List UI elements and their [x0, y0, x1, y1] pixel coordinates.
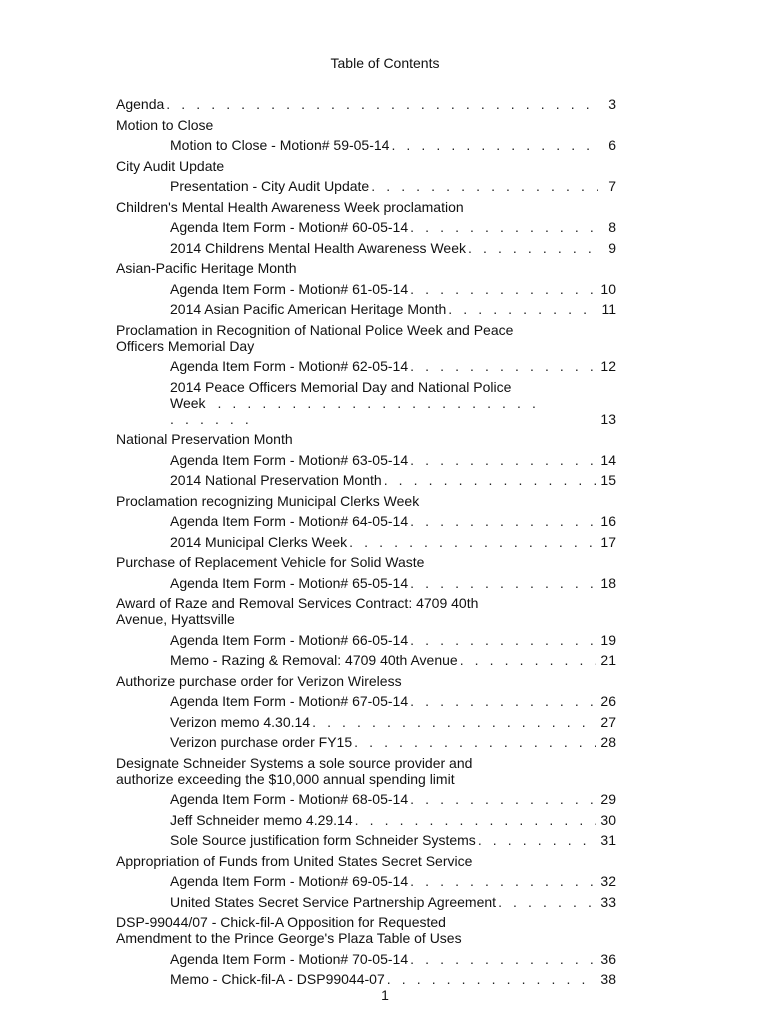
toc-page-number: 32 [600, 873, 616, 889]
dot-leader [498, 894, 596, 910]
toc-entry-text: Memo - Razing & Removal: 4709 40th Avenue [170, 652, 458, 668]
toc-entry-text: Verizon memo 4.30.14 [170, 713, 311, 730]
toc-page-number: 38 [600, 971, 616, 987]
dot-leader [355, 812, 597, 828]
toc-entry-text: Memo - Chick-fil-A - DSP99044-07 [170, 971, 385, 987]
toc-entry[interactable] [116, 379, 616, 427]
dot-leader [410, 281, 596, 297]
toc-entry-text: United States Secret Service Partnership Agreement [170, 893, 497, 910]
toc-heading-text: Purchase of Replacement Vehicle for Solid Waste [116, 554, 425, 570]
dot-leader [312, 714, 596, 730]
toc-page-number: 30 [600, 811, 616, 828]
dot-leader [391, 137, 598, 153]
toc-page-number: 10 [600, 280, 616, 297]
toc-heading-text: Agenda [116, 96, 165, 112]
toc-page-number: 28 [600, 734, 616, 750]
toc-heading [116, 493, 616, 509]
toc-heading [116, 117, 616, 133]
toc-entry[interactable] [116, 452, 616, 468]
toc-entry[interactable] [116, 734, 616, 750]
toc-entry[interactable] [116, 971, 616, 987]
dot-leader: . . . . . . . . . . . . . . . . . . . . . . . . . . . . [170, 394, 540, 427]
toc-entry-text: 2014 Asian Pacific American Heritage Month [170, 301, 447, 317]
dot-leader [410, 513, 596, 529]
toc-entry[interactable] [116, 951, 616, 967]
dot-leader [410, 358, 596, 374]
toc-page-number: 31 [600, 832, 616, 848]
toc-entry-text: Agenda Item Form - Motion# 70-05-14 [170, 950, 409, 967]
toc-page-number: 9 [608, 239, 616, 256]
dot-leader [478, 832, 597, 848]
toc-heading-text: Proclamation in Recognition of National Police Week and Peace Officers Memorial Day [116, 321, 514, 354]
toc-entry[interactable] [116, 693, 616, 709]
toc-page-number: 8 [608, 219, 616, 235]
toc-entry-text: Agenda Item Form - Motion# 61-05-14 [170, 280, 409, 297]
toc-entry[interactable] [116, 281, 616, 297]
toc-entry[interactable] [116, 240, 616, 256]
toc-entry[interactable] [116, 301, 616, 317]
toc-heading [116, 431, 616, 447]
dot-leader [410, 693, 596, 709]
dot-leader [448, 301, 597, 317]
toc-page-number: 3 [608, 96, 616, 112]
toc-page-number: 11 [601, 301, 616, 317]
toc-page-number: 26 [600, 693, 616, 709]
toc-page-number: 6 [608, 137, 616, 153]
toc-heading [116, 199, 616, 215]
toc-entry[interactable] [116, 812, 616, 828]
toc-page-number: 7 [608, 178, 616, 194]
toc-page-number: 19 [600, 631, 616, 648]
toc-page-number: 13 [600, 410, 616, 427]
toc-heading-text: Appropriation of Funds from United States Secret Service [116, 852, 473, 869]
toc-entry-text: Agenda Item Form - Motion# 62-05-14 [170, 358, 409, 374]
toc-entry[interactable] [116, 832, 616, 848]
dot-leader [410, 791, 596, 807]
toc-entry-text: Agenda Item Form - Motion# 68-05-14 [170, 791, 409, 807]
toc-entry-text: 2014 Municipal Clerks Week [170, 533, 348, 550]
toc-heading [116, 595, 516, 627]
toc-entry[interactable] [116, 219, 616, 235]
toc-entry-text: Jeff Schneider memo 4.29.14 [170, 811, 353, 828]
dot-leader [410, 632, 596, 648]
toc-page-number: 29 [600, 791, 616, 807]
page-title: Table of Contents [330, 55, 440, 71]
toc-heading [116, 322, 536, 354]
toc-heading [116, 554, 616, 570]
toc-list [116, 96, 616, 987]
dot-leader [410, 219, 598, 235]
dot-leader [354, 734, 596, 750]
toc-heading [116, 260, 616, 276]
toc-entry-text: 2014 National Preservation Month [170, 472, 382, 488]
toc-page-number: 17 [600, 533, 616, 550]
toc-heading-text: Award of Raze and Removal Services Contract: 4709 40th Avenue, Hyattsville [116, 595, 479, 627]
toc-entry-text: Agenda Item Form - Motion# 64-05-14 [170, 513, 409, 529]
toc-heading[interactable] [116, 96, 616, 112]
toc-entry[interactable] [116, 534, 616, 550]
toc-heading-text: Authorize purchase order for Verizon Wireless [116, 672, 402, 689]
toc-entry[interactable] [116, 575, 616, 591]
toc-heading-text: Asian-Pacific Heritage Month [116, 260, 297, 276]
toc-entry[interactable] [116, 358, 616, 374]
toc-heading [116, 755, 511, 787]
dot-leader [410, 873, 596, 889]
dot-leader [384, 472, 597, 488]
page-number: 1 [381, 987, 389, 1003]
toc-heading-text: Motion to Close [116, 116, 214, 133]
dot-leader [371, 178, 598, 194]
toc-entry-text: Agenda Item Form - Motion# 65-05-14 [170, 574, 409, 591]
toc-entry[interactable] [116, 632, 616, 648]
toc-entry[interactable] [116, 513, 616, 529]
toc-page-number: 15 [600, 472, 616, 488]
toc-entry-text: Agenda Item Form - Motion# 60-05-14 [170, 219, 409, 235]
toc-entry-text: 2014 Childrens Mental Health Awareness Week [170, 239, 466, 256]
toc-heading [116, 158, 616, 174]
toc-heading-text: Children's Mental Health Awareness Week proclamation [116, 198, 464, 215]
toc-heading-text: City Audit Update [116, 157, 225, 174]
toc-entry-text: Motion to Close - Motion# 59-05-14 [170, 137, 390, 153]
toc-entry-text: Agenda Item Form - Motion# 67-05-14 [170, 693, 409, 709]
toc-entry[interactable] [116, 472, 616, 488]
toc-entry[interactable] [116, 873, 616, 889]
dot-leader [166, 96, 598, 112]
toc-entry-text: Agenda Item Form - Motion# 66-05-14 [170, 631, 409, 648]
dot-leader [410, 575, 596, 591]
toc-entry-text: Agenda Item Form - Motion# 63-05-14 [170, 451, 409, 468]
toc-heading [116, 673, 616, 689]
dot-leader [468, 240, 598, 256]
toc-entry[interactable] [116, 178, 616, 194]
toc-page-number: 16 [600, 513, 616, 529]
toc-entry[interactable] [116, 894, 616, 910]
toc-page-number: 21 [600, 652, 616, 668]
toc-entry-text: 2014 Peace Officers Memorial Day and National Police Week [170, 378, 512, 411]
toc-heading-text: DSP-99044/07 - Chick-fil-A Opposition for Requested Amendment to the Prince George's Plaza Table of Uses [116, 914, 462, 946]
toc-entry-text: Verizon purchase order FY15 [170, 734, 353, 750]
toc-page-number: 33 [600, 893, 616, 910]
toc-entry[interactable] [116, 137, 616, 153]
dot-leader [460, 652, 597, 668]
toc-page-number: 27 [600, 713, 616, 730]
toc-entry[interactable] [116, 791, 616, 807]
toc-entry-text: Sole Source justification form Schneider Systems [170, 832, 476, 848]
dot-leader [410, 951, 596, 967]
toc-heading [116, 914, 506, 946]
toc-page-number: 12 [600, 358, 616, 374]
dot-leader [349, 534, 596, 550]
toc-entry[interactable] [116, 652, 616, 668]
toc-heading-text: National Preservation Month [116, 431, 293, 447]
toc-entry-text: Presentation - City Audit Update [170, 178, 370, 194]
toc-heading-text: Proclamation recognizing Municipal Clerks Week [116, 492, 420, 509]
toc-page-number: 36 [600, 950, 616, 967]
toc-page-number: 14 [600, 451, 616, 468]
dot-leader [387, 971, 597, 987]
toc-heading [116, 853, 616, 869]
toc-entry-text: Agenda Item Form - Motion# 69-05-14 [170, 873, 409, 889]
dot-leader [410, 452, 596, 468]
toc-entry[interactable] [116, 714, 616, 730]
toc-page-number: 18 [600, 574, 616, 591]
toc-heading-text: Designate Schneider Systems a sole source provider and authorize exceeding the $10,000 annual spending limit [116, 754, 473, 787]
